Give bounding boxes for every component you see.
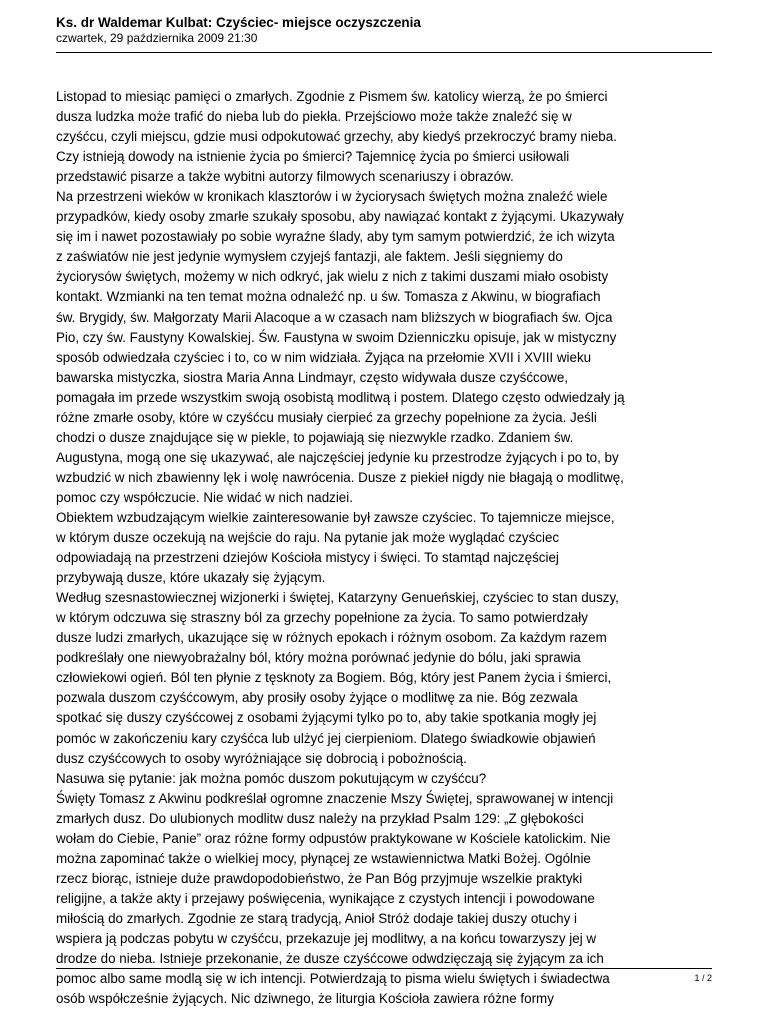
article-body: [56, 87, 716, 1009]
body-line: Listopad to miesiąc pamięci o zmarłych. Zgodnie z Pismem św. katolicy wierzą, że po śmierci: [56, 89, 608, 104]
article-title: Ks. dr Waldemar Kulbat: Czyściec- miejsce oczyszczenia: [56, 15, 421, 30]
body-line: chodzi o dusze znajdujące się w piekle, to pojawiają się niezwykle rzadko. Zdaniem św.: [56, 429, 574, 445]
body-line: Nasuwa się pytanie: jak można pomóc duszom pokutującym w czyśćcu?: [56, 770, 487, 786]
body-line: dusza ludzka może trafić do nieba lub do piekła. Przejściowo może także znaleźć się w: [56, 109, 572, 125]
body-line: Czy istnieją dowody na istnienie życia po śmierci? Tajemnicę życia po śmierci usiłowali: [56, 149, 570, 165]
body-line: Pio, czy św. Faustyny Kowalskiej. Św. Faustyna w swoim Dzienniczku opisuje, jak w mistyczny: [56, 329, 617, 345]
body-line: kontakt. Wzmianki na ten temat można odnaleźć np. u św. Tomasza z Akwinu, w biografiach: [56, 289, 601, 305]
body-line: przypadków, kiedy osoby zmarłe szukały sposobu, aby nawiązać kontakt z żyjącymi. Ukazywały: [56, 209, 624, 225]
body-line: pomóc w zakończeniu kary czyśćca lub ulżyć jej cierpieniom. Dlatego świadkowie objawień: [56, 730, 596, 746]
body-line: religijne, a także akty i przejawy poświęcenia, wynikające z czystych intencji i powodowane: [56, 890, 595, 906]
body-line: przedstawić pisarze a także wybitni autorzy filmowych scenariuszy i obrazów.: [56, 169, 514, 185]
body-line: bawarska mistyczka, siostra Maria Anna Lindmayr, często widywała dusze czyśćcowe,: [56, 369, 569, 385]
body-line: różne zmarłe osoby, które w czyśćcu musiały cierpieć za grzechy popełnione za życia. Jeśli: [56, 409, 597, 425]
body-line: drodze do nieba. Istnieje przekonanie, że dusze czyśćcowe odwdzięczają się żyjącym za ich: [56, 951, 604, 967]
body-line: czyśćcu, czyli miejscu, gdzie musi odpokutować grzechy, aby kiedyś przekroczyć bramy nieba.: [56, 129, 617, 145]
page-number: 1 / 2: [694, 973, 712, 983]
body-line: z zaświatów nie jest jedynie wymysłem czyjejś fantazji, ale faktem. Jeśli sięgniemy do: [56, 249, 563, 265]
publication-date: czwartek, 29 października 2009 21:30: [56, 31, 258, 45]
body-line: się im i nawet pozostawiały po sobie wyraźne ślady, aby tym samym potwierdzić, że ich wizyta: [56, 229, 615, 245]
body-line: w którym odczuwa się straszny ból za grzechy popełnione za życia. To samo potwierdzały: [56, 610, 588, 626]
body-line: Augustyna, mogą one się ukazywać, ale najczęściej jedynie ku przestrodze żyjących i po to, by: [56, 449, 619, 465]
body-line: pozwala duszom czyśćcowym, aby prosiły osoby żyjące o modlitwę za nie. Bóg zezwala: [56, 690, 578, 706]
body-line: pomoc czy współczucie. Nie widać w nich nadziei.: [56, 489, 353, 505]
body-line: wzbudzić w nich zbawienny lęk i wolę nawrócenia. Dusze z piekieł nigdy nie błagają o modlitwę,: [56, 469, 624, 485]
body-line: rzecz biorąc, istnieje duże prawdopodobieństwo, że Pan Bóg przyjmuje wszelkie praktyki: [56, 870, 583, 886]
body-line: dusze ludzi zmarłych, ukazujące się w różnych epokach i różnym osobom. Za każdym razem: [56, 630, 607, 646]
body-line: pomagała im przede wszystkim swoją osobistą modlitwą i postem. Dlatego często odwiedzały ją: [56, 389, 625, 405]
body-line: Obiektem wzbudzającym wielkie zainteresowanie był zawsze czyściec. To tajemnicze miejsce,: [56, 509, 615, 525]
body-line: dusz czyśćcowych to osoby wyróżniające się dobrocią i pobożnością.: [56, 750, 467, 766]
body-line: pomoc albo same modlą się w ich intencji. Potwierdzają to pisma wielu świętych i świadectwa: [56, 971, 610, 987]
body-line: zmarłych dusz. Do ulubionych modlitw dusz należy na przykład Psalm 129: „Z głębokości: [56, 810, 584, 826]
body-line: można zapominać także o wielkiej mocy, płynącej ze wstawiennictwa Matki Bożej. Ogólnie: [56, 850, 591, 866]
body-line: wołam do Ciebie, Panie” oraz różne formy odpustów praktykowane w Kościele katolickim. Nie: [56, 830, 611, 846]
body-line: odpowiadają na przestrzeni dziejów Kościoła mistycy i święci. To stamtąd najczęściej: [56, 550, 559, 566]
body-line: Święty Tomasz z Akwinu podkreślał ogromne znaczenie Mszy Świętej, sprawowanej w intencji: [56, 790, 614, 806]
body-line: osób współcześnie żyjących. Nic dziwnego, że liturgia Kościoła zawiera różne formy: [56, 991, 554, 1007]
body-line: podkreślały one niewyobrażalny ból, który można porównać jedynie do bólu, jaki sprawia: [56, 650, 581, 666]
body-line: spotkać się duszy czyśćcowej z osobami żyjącymi tylko po to, aby takie spotkania mogły jej: [56, 710, 597, 726]
body-line: wspiera ją podczas pobytu w czyśćcu, przekazuje jej modlitwy, a na końcu towarzyszy jej w: [56, 930, 597, 946]
document-header: [56, 14, 712, 46]
body-line: sposób odwiedzała czyściec i to, co w nim widziała. Żyjąca na przełomie XVII i XVIII wieku: [56, 349, 592, 365]
body-line: życiorysów świętych, możemy w nich odkryć, jak wielu z nich z takimi duszami miało osobisty: [56, 269, 609, 285]
header-divider: [56, 52, 712, 53]
body-line: św. Brygidy, św. Małgorzaty Marii Alacoque a w czasach nam bliższych w biografiach św. Ojca: [56, 309, 613, 325]
footer-divider: [56, 968, 712, 969]
body-line: przybywają dusze, które ukazały się żyjącym.: [56, 570, 326, 586]
body-line: Według szesnastowiecznej wizjonerki i świętej, Katarzyny Genueńskiej, czyściec to stan duszy,: [56, 590, 619, 606]
body-line: miłością do zmarłych. Zgodnie ze starą tradycją, Anioł Stróż dodaje takiej duszy otuchy i: [56, 910, 577, 926]
body-line: Na przestrzeni wieków w kronikach klasztorów i w życiorysach świętych można znaleźć wiele: [56, 189, 608, 205]
body-line: człowiekowi ogień. Ból ten płynie z tęsknoty za Bogiem. Bóg, który jest Panem życia i śmierci,: [56, 670, 612, 686]
body-line: w którym dusze oczekują na wejście do raju. Na pytanie jak może wyglądać czyściec: [56, 530, 560, 546]
